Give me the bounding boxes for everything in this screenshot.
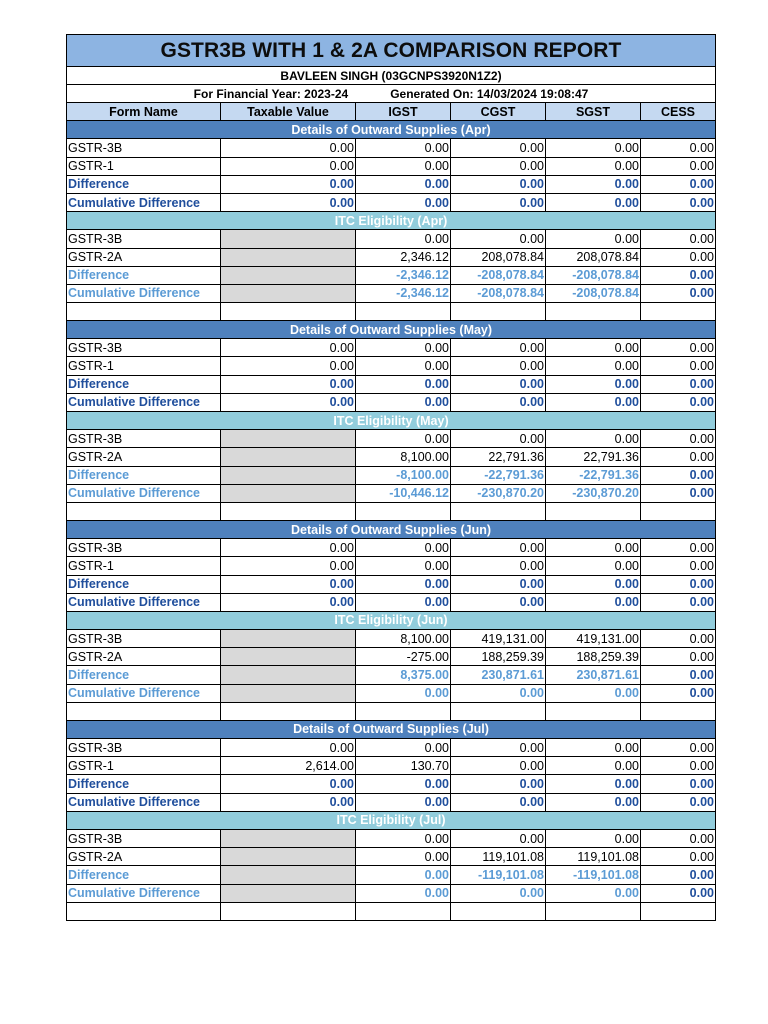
table-row xyxy=(67,339,716,357)
row-label: Difference xyxy=(67,666,221,684)
igst-cell: 0.00 xyxy=(356,157,451,175)
cgst-cell: -208,078.84 xyxy=(451,284,546,302)
igst-cell: 8,100.00 xyxy=(356,448,451,466)
taxable-value-cell: 0.00 xyxy=(221,157,356,175)
taxable-value-cell: 0.00 xyxy=(221,775,356,793)
sgst-cell: 0.00 xyxy=(546,884,641,902)
cgst-cell: 0.00 xyxy=(451,757,546,775)
table-row xyxy=(67,430,716,448)
row-label: GSTR-2A xyxy=(67,848,221,866)
igst-cell: 0.00 xyxy=(356,430,451,448)
empty-cell xyxy=(356,303,451,321)
table-row xyxy=(67,193,716,211)
cgst-cell: 208,078.84 xyxy=(451,248,546,266)
col-header-taxable-value: Taxable Value xyxy=(221,103,356,121)
table-row xyxy=(67,375,716,393)
igst-cell: 0.00 xyxy=(356,175,451,193)
spacer-row xyxy=(67,702,716,720)
cess-cell: 0.00 xyxy=(641,866,716,884)
table-row xyxy=(67,466,716,484)
cess-cell: 0.00 xyxy=(641,575,716,593)
table-row xyxy=(67,248,716,266)
empty-cell xyxy=(356,902,451,920)
empty-cell xyxy=(641,502,716,520)
empty-cell xyxy=(546,303,641,321)
table-row xyxy=(67,793,716,811)
igst-cell: 0.00 xyxy=(356,848,451,866)
igst-cell: 0.00 xyxy=(356,684,451,702)
cess-cell: 0.00 xyxy=(641,539,716,557)
sgst-cell: 0.00 xyxy=(546,139,641,157)
row-label: Difference xyxy=(67,866,221,884)
cess-cell: 0.00 xyxy=(641,739,716,757)
section-header-itc xyxy=(67,412,716,430)
cgst-cell: 188,259.39 xyxy=(451,648,546,666)
sgst-cell: 208,078.84 xyxy=(546,248,641,266)
table-row xyxy=(67,666,716,684)
igst-cell: 0.00 xyxy=(356,884,451,902)
table-row xyxy=(67,630,716,648)
cgst-cell: 0.00 xyxy=(451,139,546,157)
igst-cell: 0.00 xyxy=(356,829,451,847)
cess-cell: 0.00 xyxy=(641,684,716,702)
igst-cell: 0.00 xyxy=(356,539,451,557)
cess-cell: 0.00 xyxy=(641,829,716,847)
igst-cell: 0.00 xyxy=(356,793,451,811)
row-label: Cumulative Difference xyxy=(67,684,221,702)
sgst-cell: 0.00 xyxy=(546,193,641,211)
table-row xyxy=(67,648,716,666)
section-title: Details of Outward Supplies (Jun) xyxy=(67,520,716,538)
table-row xyxy=(67,775,716,793)
row-label: GSTR-3B xyxy=(67,539,221,557)
empty-cell xyxy=(221,502,356,520)
generated-on: Generated On: 14/03/2024 19:08:47 xyxy=(390,86,589,101)
cess-cell: 0.00 xyxy=(641,630,716,648)
table-row xyxy=(67,266,716,284)
igst-cell: 0.00 xyxy=(356,739,451,757)
table-row xyxy=(67,557,716,575)
spacer-row xyxy=(67,502,716,520)
igst-cell: -10,446.12 xyxy=(356,484,451,502)
cess-cell: 0.00 xyxy=(641,139,716,157)
cgst-cell: 0.00 xyxy=(451,593,546,611)
cess-cell: 0.00 xyxy=(641,248,716,266)
row-label: Cumulative Difference xyxy=(67,884,221,902)
table-row xyxy=(67,393,716,411)
row-label: Difference xyxy=(67,375,221,393)
empty-cell xyxy=(546,902,641,920)
section-title: ITC Eligibility (May) xyxy=(67,412,716,430)
section-header-itc xyxy=(67,611,716,629)
cess-cell: 0.00 xyxy=(641,375,716,393)
cess-cell: 0.00 xyxy=(641,157,716,175)
igst-cell: 0.00 xyxy=(356,557,451,575)
row-label: GSTR-1 xyxy=(67,757,221,775)
table-row xyxy=(67,739,716,757)
table-row xyxy=(67,829,716,847)
cess-cell: 0.00 xyxy=(641,557,716,575)
empty-cell xyxy=(221,303,356,321)
row-label: GSTR-3B xyxy=(67,630,221,648)
cgst-cell: 0.00 xyxy=(451,375,546,393)
row-label: GSTR-3B xyxy=(67,139,221,157)
row-label: Difference xyxy=(67,266,221,284)
table-row xyxy=(67,866,716,884)
section-header-itc xyxy=(67,212,716,230)
empty-cell xyxy=(641,902,716,920)
row-label: Difference xyxy=(67,466,221,484)
cgst-cell: 0.00 xyxy=(451,430,546,448)
taxable-value-cell: 0.00 xyxy=(221,339,356,357)
taxable-value-cell: 0.00 xyxy=(221,575,356,593)
cgst-cell: 119,101.08 xyxy=(451,848,546,866)
cgst-cell: 0.00 xyxy=(451,175,546,193)
sgst-cell: 0.00 xyxy=(546,230,641,248)
taxable-value-cell xyxy=(221,848,356,866)
taxable-value-cell: 0.00 xyxy=(221,557,356,575)
cess-cell: 0.00 xyxy=(641,466,716,484)
sgst-cell: 188,259.39 xyxy=(546,648,641,666)
igst-cell: 0.00 xyxy=(356,393,451,411)
taxable-value-cell xyxy=(221,284,356,302)
section-title: ITC Eligibility (Jun) xyxy=(67,611,716,629)
row-label: Difference xyxy=(67,575,221,593)
taxable-value-cell: 0.00 xyxy=(221,393,356,411)
sgst-cell: 0.00 xyxy=(546,375,641,393)
empty-cell xyxy=(451,902,546,920)
igst-cell: 8,375.00 xyxy=(356,666,451,684)
cgst-cell: 0.00 xyxy=(451,539,546,557)
cess-cell: 0.00 xyxy=(641,848,716,866)
table-row xyxy=(67,448,716,466)
table-row xyxy=(67,884,716,902)
igst-cell: 0.00 xyxy=(356,357,451,375)
igst-cell: -275.00 xyxy=(356,648,451,666)
taxable-value-cell xyxy=(221,884,356,902)
cgst-cell: 0.00 xyxy=(451,230,546,248)
cgst-cell: 0.00 xyxy=(451,575,546,593)
taxable-value-cell xyxy=(221,648,356,666)
cess-cell: 0.00 xyxy=(641,175,716,193)
cgst-cell: 0.00 xyxy=(451,157,546,175)
igst-cell: 0.00 xyxy=(356,575,451,593)
row-label: GSTR-3B xyxy=(67,829,221,847)
row-label: Difference xyxy=(67,175,221,193)
cess-cell: 0.00 xyxy=(641,484,716,502)
cgst-cell: -22,791.36 xyxy=(451,466,546,484)
taxable-value-cell: 0.00 xyxy=(221,139,356,157)
table-row xyxy=(67,539,716,557)
sgst-cell: 230,871.61 xyxy=(546,666,641,684)
igst-cell: 0.00 xyxy=(356,230,451,248)
cess-cell: 0.00 xyxy=(641,593,716,611)
taxable-value-cell xyxy=(221,829,356,847)
igst-cell: 0.00 xyxy=(356,866,451,884)
row-label: GSTR-3B xyxy=(67,430,221,448)
section-title: Details of Outward Supplies (May) xyxy=(67,321,716,339)
taxable-value-cell xyxy=(221,430,356,448)
sgst-cell: 0.00 xyxy=(546,575,641,593)
cess-cell: 0.00 xyxy=(641,884,716,902)
cess-cell: 0.00 xyxy=(641,284,716,302)
section-header-outward xyxy=(67,520,716,538)
row-label: GSTR-2A xyxy=(67,448,221,466)
section-header-itc xyxy=(67,811,716,829)
comparison-report xyxy=(66,34,715,921)
empty-cell xyxy=(221,702,356,720)
table-row xyxy=(67,575,716,593)
section-header-outward xyxy=(67,121,716,139)
sgst-cell: -208,078.84 xyxy=(546,266,641,284)
col-header-cess: CESS xyxy=(641,103,716,121)
taxable-value-cell xyxy=(221,630,356,648)
cgst-cell: 0.00 xyxy=(451,339,546,357)
table-row xyxy=(67,848,716,866)
taxable-value-cell: 0.00 xyxy=(221,375,356,393)
row-label: GSTR-3B xyxy=(67,339,221,357)
empty-cell xyxy=(67,502,221,520)
igst-cell: 0.00 xyxy=(356,375,451,393)
cess-cell: 0.00 xyxy=(641,230,716,248)
empty-cell xyxy=(356,702,451,720)
taxable-value-cell: 0.00 xyxy=(221,175,356,193)
cgst-cell: 0.00 xyxy=(451,557,546,575)
sgst-cell: 0.00 xyxy=(546,557,641,575)
sgst-cell: 0.00 xyxy=(546,157,641,175)
cgst-cell: 0.00 xyxy=(451,393,546,411)
row-label: GSTR-1 xyxy=(67,557,221,575)
financial-year: For Financial Year: 2023-24 xyxy=(193,86,349,101)
cess-cell: 0.00 xyxy=(641,193,716,211)
empty-cell xyxy=(641,303,716,321)
sgst-cell: -22,791.36 xyxy=(546,466,641,484)
empty-cell xyxy=(451,303,546,321)
sgst-cell: 0.00 xyxy=(546,829,641,847)
section-title: Details of Outward Supplies (Jul) xyxy=(67,720,716,738)
taxable-value-cell xyxy=(221,484,356,502)
sgst-cell: 119,101.08 xyxy=(546,848,641,866)
empty-cell xyxy=(356,502,451,520)
cess-cell: 0.00 xyxy=(641,448,716,466)
igst-cell: 2,346.12 xyxy=(356,248,451,266)
column-header-row xyxy=(67,103,716,121)
section-title: ITC Eligibility (Jul) xyxy=(67,811,716,829)
cgst-cell: 0.00 xyxy=(451,357,546,375)
row-label: GSTR-1 xyxy=(67,357,221,375)
taxable-value-cell: 0.00 xyxy=(221,739,356,757)
sgst-cell: 0.00 xyxy=(546,684,641,702)
col-header-cgst: CGST xyxy=(451,103,546,121)
sgst-cell: 0.00 xyxy=(546,175,641,193)
cess-cell: 0.00 xyxy=(641,357,716,375)
cess-cell: 0.00 xyxy=(641,757,716,775)
cess-cell: 0.00 xyxy=(641,793,716,811)
table-row xyxy=(67,230,716,248)
sgst-cell: 22,791.36 xyxy=(546,448,641,466)
row-label: Cumulative Difference xyxy=(67,793,221,811)
sgst-cell: 0.00 xyxy=(546,339,641,357)
row-label: GSTR-1 xyxy=(67,157,221,175)
taxpayer-name: BAVLEEN SINGH (03GCNPS3920N1Z2) xyxy=(67,67,716,85)
empty-cell xyxy=(221,902,356,920)
empty-cell xyxy=(641,702,716,720)
report-meta xyxy=(67,85,716,103)
cess-cell: 0.00 xyxy=(641,266,716,284)
row-label: Cumulative Difference xyxy=(67,393,221,411)
cess-cell: 0.00 xyxy=(641,393,716,411)
table-row xyxy=(67,484,716,502)
table-row xyxy=(67,357,716,375)
report-table xyxy=(66,34,716,921)
cess-cell: 0.00 xyxy=(641,666,716,684)
sgst-cell: 0.00 xyxy=(546,593,641,611)
table-row xyxy=(67,284,716,302)
cgst-cell: 0.00 xyxy=(451,829,546,847)
cgst-cell: 0.00 xyxy=(451,684,546,702)
spacer-row xyxy=(67,902,716,920)
cgst-cell: 0.00 xyxy=(451,739,546,757)
empty-cell xyxy=(67,902,221,920)
sgst-cell: 0.00 xyxy=(546,775,641,793)
table-row xyxy=(67,757,716,775)
igst-cell: 8,100.00 xyxy=(356,630,451,648)
empty-cell xyxy=(67,702,221,720)
igst-cell: -8,100.00 xyxy=(356,466,451,484)
igst-cell: 0.00 xyxy=(356,593,451,611)
igst-cell: 130.70 xyxy=(356,757,451,775)
empty-cell xyxy=(546,702,641,720)
cess-cell: 0.00 xyxy=(641,775,716,793)
row-label: GSTR-2A xyxy=(67,648,221,666)
empty-cell xyxy=(546,502,641,520)
col-header-igst: IGST xyxy=(356,103,451,121)
igst-cell: 0.00 xyxy=(356,193,451,211)
sgst-cell: -208,078.84 xyxy=(546,284,641,302)
sgst-cell: 0.00 xyxy=(546,739,641,757)
taxable-value-cell: 0.00 xyxy=(221,593,356,611)
taxable-value-cell xyxy=(221,466,356,484)
empty-cell xyxy=(451,502,546,520)
taxable-value-cell xyxy=(221,866,356,884)
cgst-cell: 0.00 xyxy=(451,884,546,902)
table-row xyxy=(67,593,716,611)
cess-cell: 0.00 xyxy=(641,648,716,666)
igst-cell: 0.00 xyxy=(356,139,451,157)
taxable-value-cell xyxy=(221,266,356,284)
cgst-cell: -119,101.08 xyxy=(451,866,546,884)
taxable-value-cell: 0.00 xyxy=(221,793,356,811)
spacer-row xyxy=(67,303,716,321)
sgst-cell: 0.00 xyxy=(546,393,641,411)
cgst-cell: 0.00 xyxy=(451,193,546,211)
igst-cell: 0.00 xyxy=(356,339,451,357)
cess-cell: 0.00 xyxy=(641,430,716,448)
row-label: Cumulative Difference xyxy=(67,593,221,611)
sgst-cell: -230,870.20 xyxy=(546,484,641,502)
table-row xyxy=(67,175,716,193)
cgst-cell: 0.00 xyxy=(451,793,546,811)
taxable-value-cell: 2,614.00 xyxy=(221,757,356,775)
report-title: GSTR3B WITH 1 & 2A COMPARISON REPORT xyxy=(67,35,716,67)
row-label: Cumulative Difference xyxy=(67,484,221,502)
row-label: Cumulative Difference xyxy=(67,284,221,302)
taxable-value-cell: 0.00 xyxy=(221,357,356,375)
section-header-outward xyxy=(67,321,716,339)
taxable-value-cell xyxy=(221,666,356,684)
taxable-value-cell: 0.00 xyxy=(221,193,356,211)
sgst-cell: 0.00 xyxy=(546,539,641,557)
taxable-value-cell xyxy=(221,448,356,466)
igst-cell: -2,346.12 xyxy=(356,284,451,302)
row-label: GSTR-2A xyxy=(67,248,221,266)
row-label: GSTR-3B xyxy=(67,230,221,248)
taxable-value-cell xyxy=(221,684,356,702)
igst-cell: 0.00 xyxy=(356,775,451,793)
cgst-cell: 419,131.00 xyxy=(451,630,546,648)
table-row xyxy=(67,139,716,157)
row-label: GSTR-3B xyxy=(67,739,221,757)
cgst-cell: 22,791.36 xyxy=(451,448,546,466)
taxable-value-cell xyxy=(221,230,356,248)
empty-cell xyxy=(451,702,546,720)
cgst-cell: 230,871.61 xyxy=(451,666,546,684)
row-label: Cumulative Difference xyxy=(67,193,221,211)
cess-cell: 0.00 xyxy=(641,339,716,357)
sgst-cell: 419,131.00 xyxy=(546,630,641,648)
taxable-value-cell xyxy=(221,248,356,266)
sgst-cell: 0.00 xyxy=(546,430,641,448)
sgst-cell: 0.00 xyxy=(546,357,641,375)
section-title: ITC Eligibility (Apr) xyxy=(67,212,716,230)
table-row xyxy=(67,684,716,702)
cgst-cell: -208,078.84 xyxy=(451,266,546,284)
sgst-cell: -119,101.08 xyxy=(546,866,641,884)
taxable-value-cell: 0.00 xyxy=(221,539,356,557)
col-header-form-name: Form Name xyxy=(67,103,221,121)
igst-cell: -2,346.12 xyxy=(356,266,451,284)
section-header-outward xyxy=(67,720,716,738)
cgst-cell: 0.00 xyxy=(451,775,546,793)
sgst-cell: 0.00 xyxy=(546,793,641,811)
col-header-sgst: SGST xyxy=(546,103,641,121)
sgst-cell: 0.00 xyxy=(546,757,641,775)
cgst-cell: -230,870.20 xyxy=(451,484,546,502)
empty-cell xyxy=(67,303,221,321)
row-label: Difference xyxy=(67,775,221,793)
table-row xyxy=(67,157,716,175)
section-title: Details of Outward Supplies (Apr) xyxy=(67,121,716,139)
